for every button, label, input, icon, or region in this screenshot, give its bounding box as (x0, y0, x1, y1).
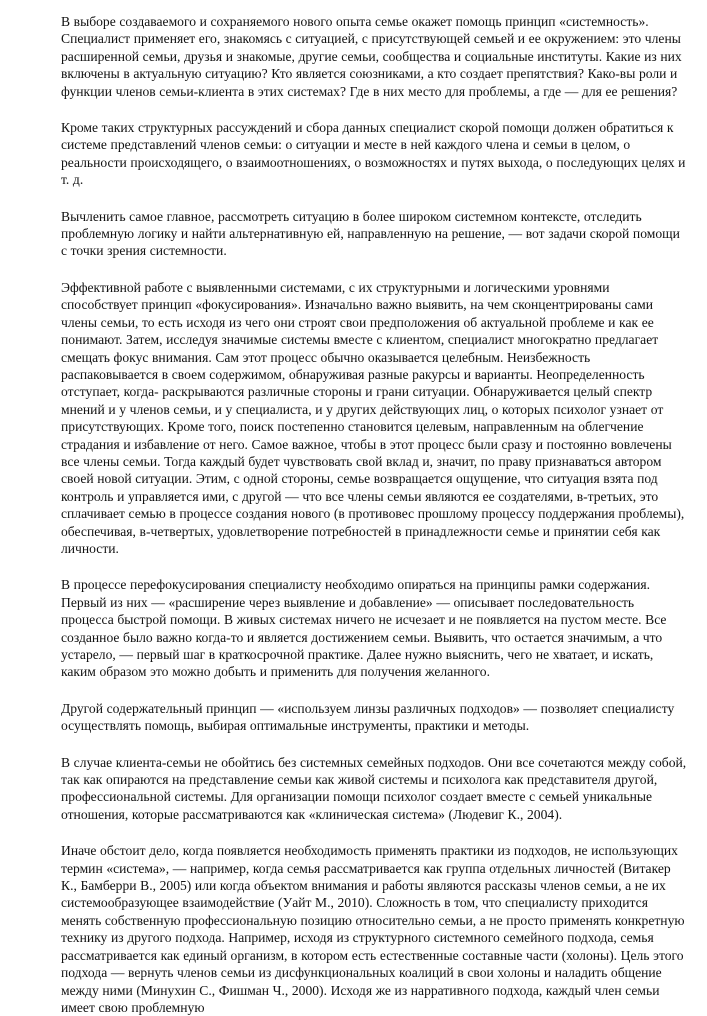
paragraph-systemness-principle: В выборе создаваемого и сохраняемого нового опыта семье окажет помощь принцип «системность». Специалист применяет его, знакомясь с ситуацией, с присутствующей семьей и ее окружением: это члены расширенной семьи, друзья и знакомые, другие семьи, сообщества и социальные институты. Какие из них включены в актуальную ситуацию? Кто является союзниками, а кто создает препятствия? Како-вы роли и функции членов семьи-клиента в этих системах? Где в них место для проблемы, а где — для ее решения? (61, 14, 682, 99)
paragraph-refocusing: В процессе перефокусирования специалисту необходимо опираться на принципы рамки содержания. Первый из них — «расширение через выявление и добавление» — описывает последовательность процесса быстрой помощи. В живых системах ничего не исчезает и не появляется на пустом месте. Все созданное было важно когда-то и является достижением семьи. Выявить, что остается значимым, а что устарело, — первый шаг в краткосрочной практике. Далее нужно выяснить, чего не хватает, и искать, каким образом это можно добыть и применить для получения желанного. (61, 577, 667, 680)
paragraph-focusing-principle: Эффективной работе с выявленными системами, с их структурными и логическими уровнями способствует принцип «фокусирования». Изначально важно выявить, на чем сконцентрированы сами члены семьи, то есть исходя из чего они строят свои предположения об актуальной проблеме и как ее понимают. Затем, исследуя значимые системы вместе с клиентом, специалист многократно предлагает смещать фокус внимания. Сам этот процесс обычно оказывается целебным. Неизбежность распаковывается в своем содержимом, обнаруживая разные ракурсы и варианты. Неопределенность отступает, когда- раскрываются различные стороны и грани ситуации. Обнаруживается целый спектр мнений и у членов семьи, и у специалиста, и у других действующих лиц, о которых психолог узнает от присутствующих. Кроме того, поиск постепенно становится целевым, направленным на облегчение страдания и избавление от него. Самое важное, чтобы в этот процесс были сразу и постоянно вовлечены все члены семьи. Тогда каждый будет чувствовать свой вклад и, значит, по праву признаваться автором своей новой ситуации. Этим, с одной стороны, семье возвращается ощущение, что ситуация взята под контроль и управляется ими, с другой — что все члены семьи являются ее создателями, в-третьих, это сплачивает семью в процессе создания нового (в противовес прошлому процессу поддержания проблемы), обеспечивая, в-четвертых, удовлетворение потребностей в принадлежности семье и принятии себя как личности. (61, 279, 685, 556)
paragraph-family-representations: Кроме таких структурных рассуждений и сбора данных специалист скорой помощи должен обратиться к системе представлений членов семьи: о ситуации и месте в ней каждого члена и семьи в целом, о реальности происходящего, о взаимоотношениях, о возможностях и путях выхода, о последующих целях и т. д. (61, 120, 686, 188)
paragraph-systemness-tasks: Вычленить самое главное, рассмотреть ситуацию в более широком системном контексте, отследить проблемную логику и найти альтернативную ей, направленную на решение, — вот задачи скорой помощи с точки зрения системности. (61, 208, 680, 259)
paragraph-family-client: В случае клиента-семьи не обойтись без системных семейных подходов. Они все сочетаются между собой, так как опираются на представление семьи как живой системы и психолога как представителя другой, профессиональной системы. Для организации помощи психолог создает вместе с семьей уникальные отношения, которые рассматриваются как «клиническая система» (Людевиг К., 2004). (61, 754, 687, 822)
paragraph-other-approaches: Иначе обстоит дело, когда появляется необходимость применять практики из подходов, не использующих термин «система», — например, когда семья рассматривается как группа отдельных личностей (Витакер К., Бамберри В., 2005) или когда объектом внимания и работы являются рассказы членов семьи, а не их системообразующее взаимодействие (Уайт М., 2010). Сложность в том, что специалисту приходится менять собственную профессиональную позицию относительно семьи, а не просто применять конкретную технику из другого подхода. Например, исходя из структурного системного семейного подхода, семья рассматривается как единый организм, в котором есть естественные составные части (холоны). Цель этого подхода — вернуть членов семьи из дисфункциональных коалиций в свои холоны и наладить общение между ними (Минухин С., Фишман Ч., 2000). Исходя же из нарративного подхода, каждый член семьи имеет свою проблемную (61, 843, 685, 1015)
paragraph-lenses-principle: Другой содержательный принцип — «используем линзы различных подходов» — позволяет специалисту осуществлять помощь, выбирая оптимальные инструменты, практики и методы. (61, 700, 675, 734)
